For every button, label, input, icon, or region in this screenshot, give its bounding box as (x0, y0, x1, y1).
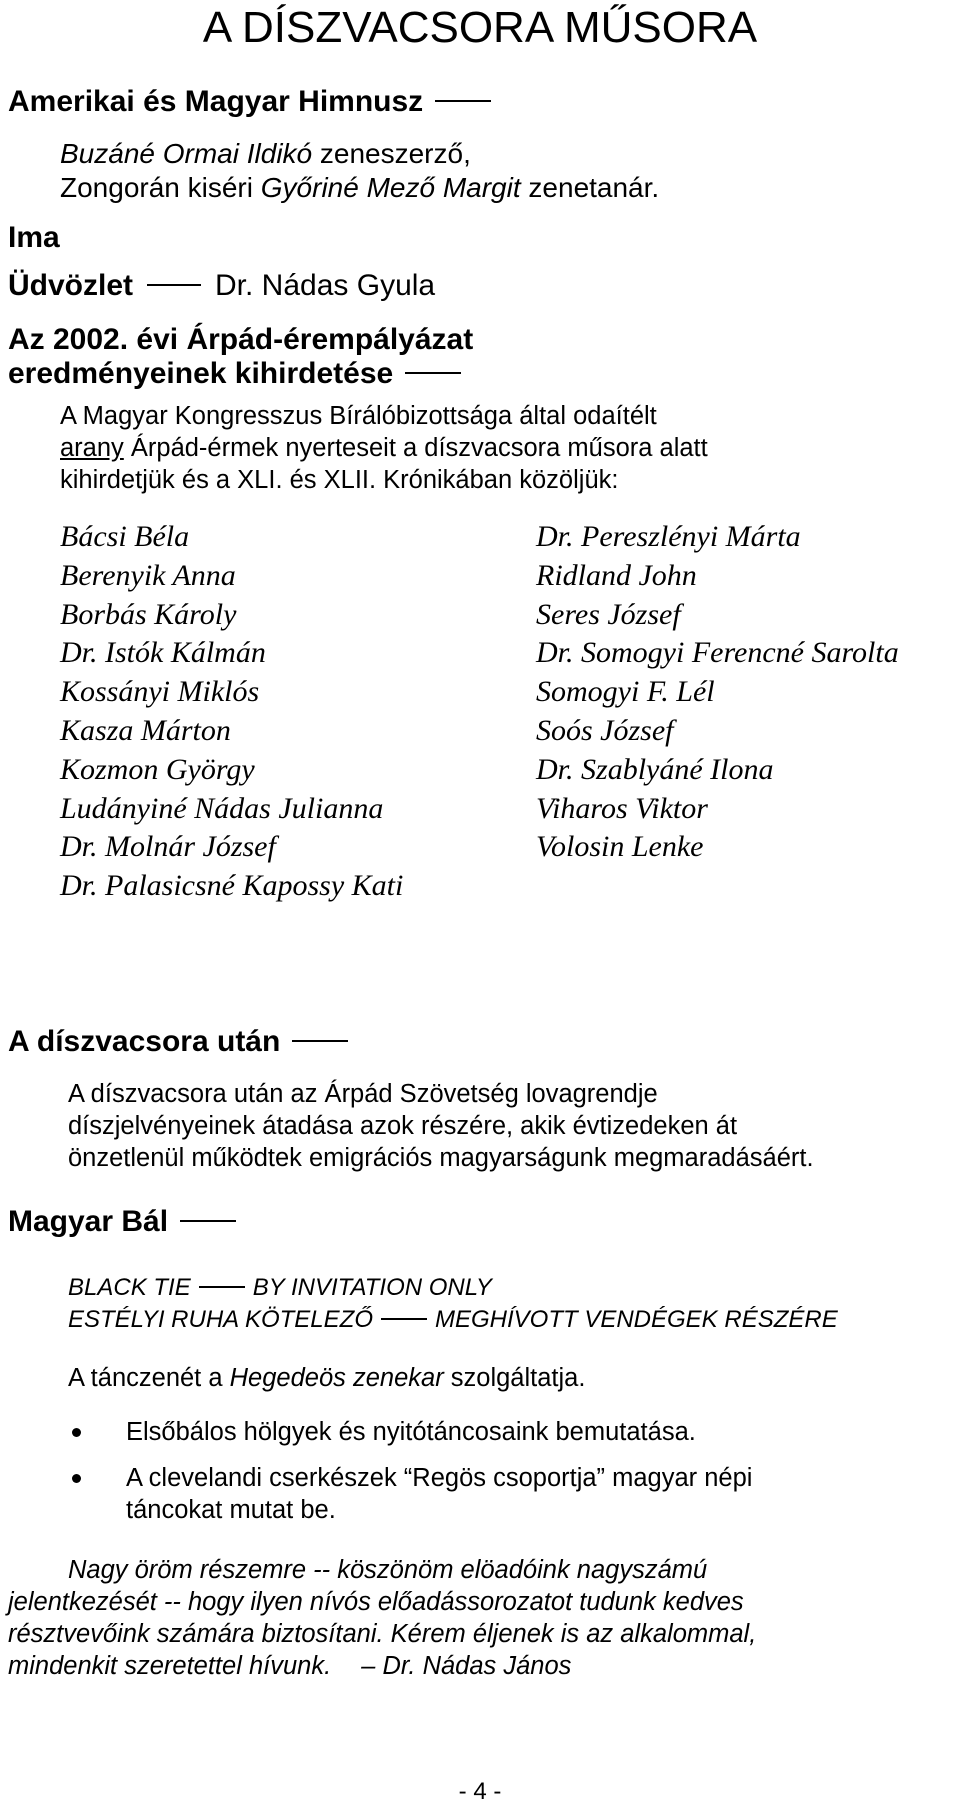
anthem-composer-line: Buzáné Ormai Ildikó zeneszerző, (60, 138, 471, 169)
award-text-line2: arany Árpád-érmek nyerteseit a díszvacsora műsora alatt (60, 434, 708, 462)
winners-right-column (536, 518, 899, 867)
winner-name: Ridland John (536, 558, 697, 592)
winner-name: Berenyik Anna (60, 558, 236, 592)
anthem-heading: Amerikai és Magyar Himnusz (8, 84, 491, 120)
bullet-icon (72, 1474, 81, 1483)
winner-name: Somogyi F. Lél (536, 675, 715, 709)
winner-name: Dr. Palasicsné Kapossy Kati (60, 869, 404, 903)
dash-rule (435, 100, 491, 102)
dash-rule (180, 1220, 236, 1222)
bullet-item-scouts-line2: táncokat mutat be. (126, 1496, 336, 1524)
dress-code-line2: ESTÉLYI RUHA KÖTELEZŐ MEGHÍVOTT VENDÉGEK RÉSZÉRE (68, 1306, 838, 1333)
winner-name: Seres József (536, 597, 681, 631)
winner-name: Dr. Molnár József (60, 830, 276, 864)
page-title: A DÍSZVACSORA MŰSORA (202, 3, 758, 52)
dash-rule (292, 1040, 348, 1042)
greeting-speaker: Dr. Nádas Gyula (215, 269, 436, 302)
anthem-accompanist-line: Zongorán kiséri Győriné Mező Margit zenetanár. (60, 172, 660, 203)
winner-name: Soós József (536, 713, 674, 747)
prayer-heading: Ima (8, 221, 60, 254)
award-text-line3: kihirdetjük és a XLI. és XLII. Krónikában közöljük: (60, 466, 619, 494)
award-heading-line1: Az 2002. évi Árpád-érempályázat (8, 323, 474, 356)
winner-name: Dr. Istók Kálmán (60, 636, 266, 670)
winner-name: Dr. Pereszlényi Márta (536, 520, 801, 553)
dash-rule (147, 284, 201, 286)
bullet-item-debutantes: Elsőbálos hölgyek és nyitótáncosaink bemutatása. (126, 1418, 696, 1446)
award-heading-line2: eredményeinek kihirdetése (8, 356, 461, 392)
winner-name: Kasza Márton (60, 713, 231, 747)
closing-line2: jelentkezését -- hogy ilyen nívós előadássorozatot tudunk kedves (8, 1588, 744, 1616)
winner-name: Volosin Lenke (536, 830, 704, 864)
signature: – Dr. Nádas János (361, 1652, 572, 1680)
winner-name: Kozmon György (60, 752, 255, 786)
after-dinner-heading: A díszvacsora után (8, 1024, 348, 1060)
winners-left-column (60, 518, 403, 906)
closing-line3: résztvevőink számára biztosítani. Kérem éljenek is az alkalommal, (8, 1620, 757, 1648)
dash-rule (381, 1318, 427, 1320)
closing-line1: Nagy öröm részemre -- köszönöm elöadóink nagyszámú (68, 1556, 708, 1584)
ball-heading: Magyar Bál (8, 1204, 236, 1240)
after-dinner-text-line2: díszjelvényeinek átadása azok részére, akik évtizedeken át (68, 1112, 738, 1140)
music-line: A tánczenét a Hegedeös zenekar szolgáltatja. (68, 1364, 586, 1392)
award-text-line1: A Magyar Kongresszus Bírálóbizottsága által odaítélt (60, 402, 657, 430)
winner-name: Ludányiné Nádas Julianna (60, 791, 384, 825)
bullet-icon (72, 1428, 81, 1437)
dash-rule (199, 1286, 245, 1288)
dress-code-line1: BLACK TIE BY INVITATION ONLY (68, 1274, 492, 1301)
winner-name: Dr. Somogyi Ferencné Sarolta (536, 636, 899, 670)
winner-name: Kossányi Miklós (60, 675, 260, 709)
page-number: - 4 - (458, 1778, 502, 1805)
bullet-item-scouts-line1: A clevelandi cserkészek “Regös csoportja” magyar népi (126, 1464, 753, 1492)
after-dinner-text-line1: A díszvacsora után az Árpád Szövetség lovagrendje (68, 1080, 658, 1108)
closing-line4: mindenkit szeretettel hívunk. – Dr. Nádas János (8, 1652, 572, 1680)
winner-name: Viharos Viktor (536, 791, 708, 825)
winner-name: Dr. Szablyáné Ilona (536, 752, 774, 786)
winner-name: Bácsi Béla (60, 520, 190, 553)
greeting-line: Üdvözlet Dr. Nádas Gyula (8, 269, 436, 302)
dash-rule (405, 372, 461, 374)
winner-name: Borbás Károly (60, 597, 237, 631)
after-dinner-text-line3: önzetlenül működtek emigrációs magyarságunk megmaradásáért. (68, 1144, 814, 1172)
